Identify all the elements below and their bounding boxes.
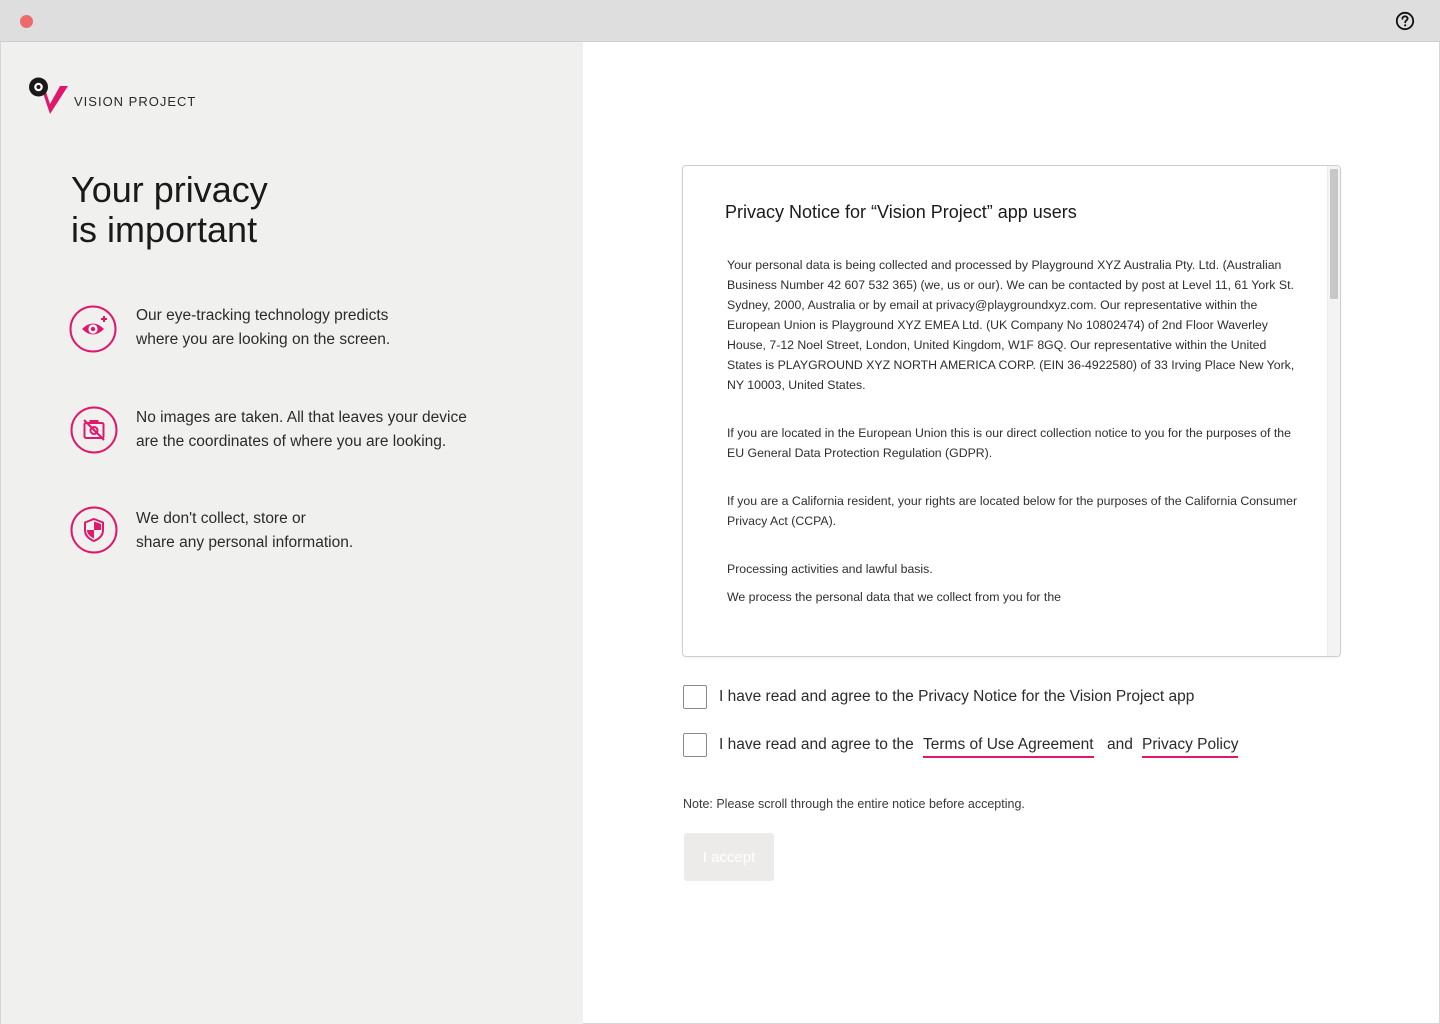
privacy-notice-label[interactable]: I have read and agree to the Privacy Notice for the Vision Project app (719, 688, 1195, 705)
terms-of-use-link[interactable]: Terms of Use Agreement (923, 736, 1094, 758)
notice-paragraph: If you are a California resident, your rights are located below for the purposes of the California Consumer Privacy Act (CCPA). (727, 494, 1298, 528)
feature-line: share any personal information. (136, 534, 354, 551)
feature-line: Our eye-tracking technology predicts (136, 307, 389, 324)
feature-eye-tracking (136, 304, 496, 352)
notice-paragraph: Processing activities and lawful basis. (727, 562, 933, 576)
feature-no-images (136, 406, 496, 454)
scroll-note: Note: Please scroll through the entire notice before accepting. (683, 797, 1025, 811)
feature-line: We don't collect, store or (136, 510, 306, 527)
terms-label-prefix[interactable]: I have read and agree to the (719, 736, 914, 753)
brand-name: VISION PROJECT (74, 94, 197, 109)
scrollbar-thumb[interactable] (1330, 169, 1338, 299)
shield-icon (69, 505, 119, 555)
eye-icon (69, 303, 119, 353)
headline-line-1: Your privacy (71, 169, 268, 210)
notice-paragraph: We process the personal data that we collect from you for the (727, 590, 1062, 604)
help-icon[interactable] (1395, 11, 1415, 31)
notice-paragraph: Your personal data is being collected and processed by Playground XYZ Australia Pty. Ltd. (Australian Business Number 42 607 532 365) (we, us or our). We can be contacted by post at Level 11, 61 York St. Sydney, 2000, Australia or by email at privacy@playgroundxyz.com. Our representative within the European Union is Playground XYZ EMEA Ltd. (UK Company No 10802474) of 2nd Floor Waverley House, 7-12 Noel Street, London, United Kingdom, W1F 8GQ. Our representative within the United States is PLAYGROUND XYZ NORTH AMERICA CORP. (EIN 36-4922580) of 33 Irving Place New York, NY 10003, United States. (727, 258, 1295, 392)
no-camera-icon (69, 405, 119, 455)
feature-line: are the coordinates of where you are looking. (136, 433, 447, 450)
feature-line: where you are looking on the screen. (136, 331, 391, 348)
window-titlebar (0, 0, 1440, 42)
page-title (71, 170, 391, 250)
feature-no-collection (136, 507, 496, 555)
privacy-notice-checkbox[interactable] (683, 685, 707, 709)
scrollbar-track[interactable] (1327, 166, 1340, 656)
and-text: and (1107, 736, 1133, 753)
privacy-policy-link[interactable]: Privacy Policy (1142, 736, 1238, 758)
privacy-notice-scroll-area[interactable] (682, 165, 1341, 657)
vision-project-logo (26, 76, 70, 120)
left-panel (0, 42, 583, 1024)
accept-button[interactable]: I accept (684, 833, 774, 881)
notice-title: Privacy Notice for “Vision Project” app users (725, 202, 1077, 222)
headline-line-2: is important (71, 209, 258, 250)
window-close-button[interactable] (20, 15, 33, 28)
terms-checkbox[interactable] (683, 733, 707, 757)
feature-line: No images are taken. All that leaves your device (136, 409, 467, 426)
notice-paragraph: If you are located in the European Union this is our direct collection notice to you for the purposes of the EU General Data Protection Regulation (GDPR). (727, 426, 1291, 460)
